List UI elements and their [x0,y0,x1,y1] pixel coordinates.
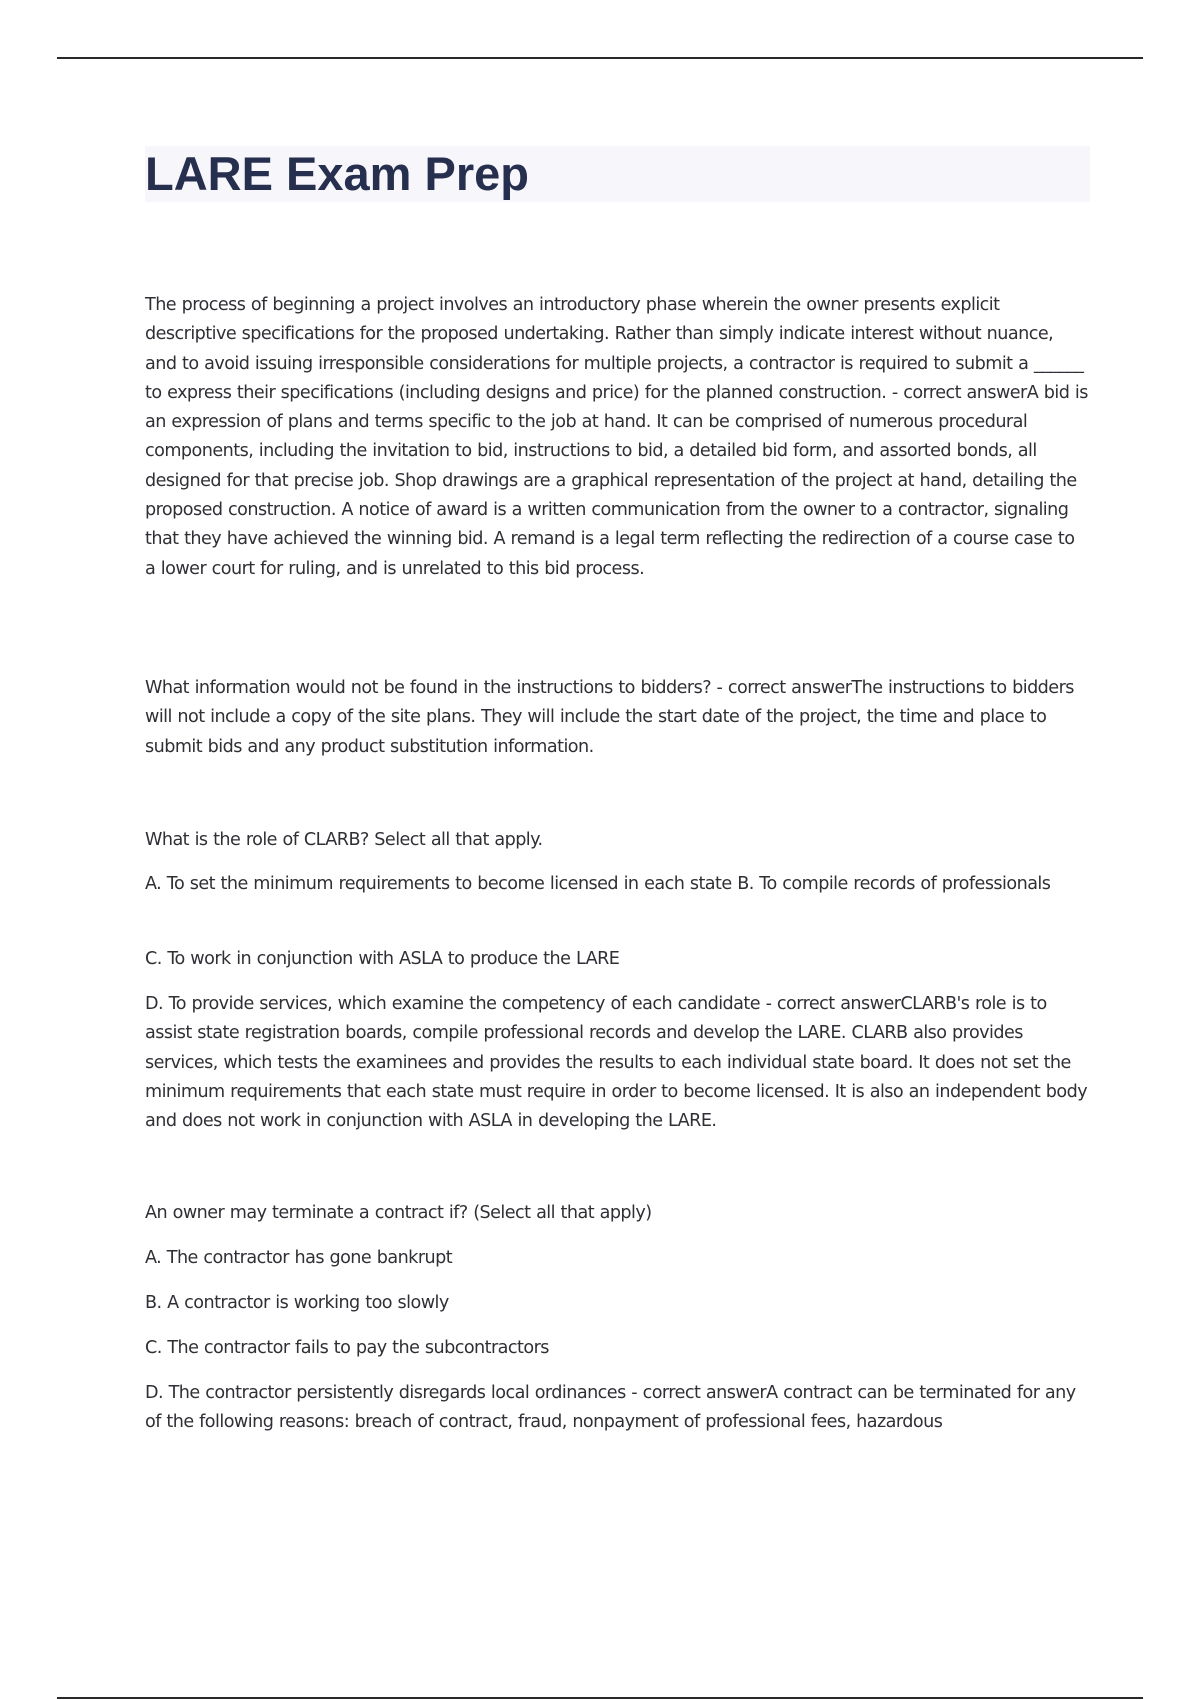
paragraph-clarb-question: What is the role of CLARB? Select all that apply. [145,830,543,850]
paragraph-bid-question: The process of beginning a project involves an introductory phase wherein the owner presents explicit descriptive specifications for the proposed undertaking. Rather than simply indicate interest without nuance, and to avoid issuing irresponsible considerations for multiple projects, a contractor is required to submit a ______ to express their specifications (including designs and price) for the planned construction. - correct answerA bid is an expression of plans and terms specific to the job at hand. It can be comprised of numerous procedural components, including the invitation to bid, instructions to bid, a detailed bid form, and assorted bonds, all designed for that precise job. Shop drawings are a graphical representation of the project at hand, detailing the proposed construction. A notice of award is a written communication from the owner to a contractor, signaling that they have achieved the winning bid. A remand is a legal term reflecting the redirection of a course case to a lower court for ruling, and is unrelated to this bid process. [145,295,1088,579]
paragraph-terminate-option-b: B. A contractor is working too slowly [145,1293,449,1313]
paragraph-terminate-option-d: D. The contractor persistently disregards local ordinances - correct answerA contract can be terminated for any of the following reasons: breach of contract, fraud, nonpayment of professional fees, hazardous [145,1383,1076,1433]
paragraph-clarb-option-a: A. To set the minimum requirements to become licensed in each state B. To compile records of professionals [145,874,1051,894]
paragraph-terminate-option-c: C. The contractor fails to pay the subcontractors [145,1338,549,1358]
paragraph-terminate-question: An owner may terminate a contract if? (Select all that apply) [145,1203,652,1223]
paragraph-clarb-option-d: D. To provide services, which examine the competency of each candidate - correct answerCLARB's role is to assist state registration boards, compile professional records and develop the LARE. CLARB also provides services, which tests the examinees and provides the results to each individual state board. It does not set the minimum requirements that each state must require in order to become licensed. It is also an independent body and does not work in conjunction with ASLA in developing the LARE. [145,994,1088,1132]
bottom-rule [57,1697,1143,1699]
paragraph-instructions-question: What information would not be found in the instructions to bidders? - correct answerThe instructions to bidders will not include a copy of the site plans. They will include the start date of the project, the time and place to submit bids and any product substitution information. [145,678,1074,757]
top-rule [57,57,1143,59]
paragraph-terminate-option-a: A. The contractor has gone bankrupt [145,1248,453,1268]
page-title: LARE Exam Prep [145,147,529,200]
paragraph-clarb-option-c: C. To work in conjunction with ASLA to produce the LARE [145,949,620,969]
